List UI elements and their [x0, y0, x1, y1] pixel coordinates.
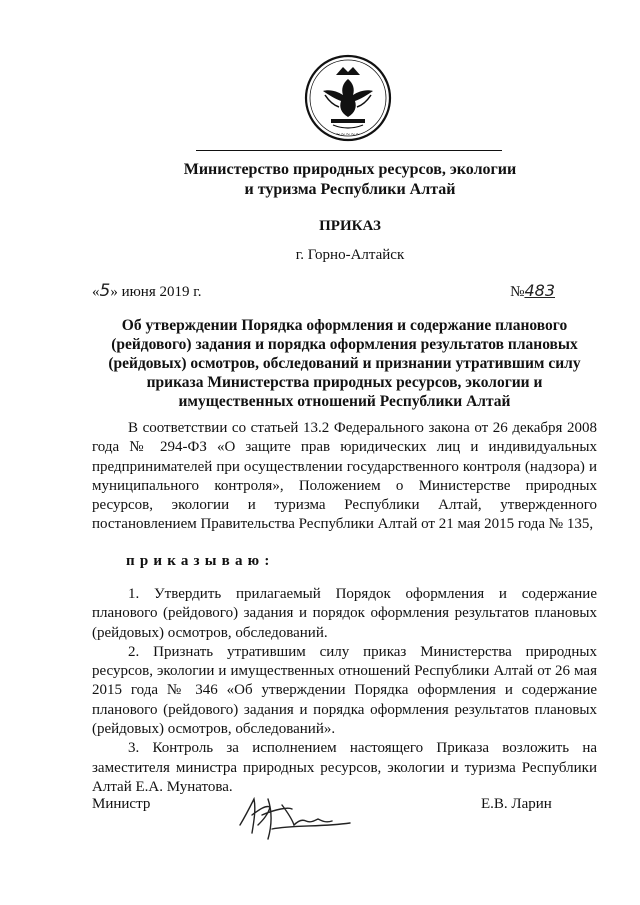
coat-of-arms-icon [303, 53, 393, 143]
handwritten-signature-icon [232, 785, 362, 845]
order-item-3: 3. Контроль за исполнением настоящего Приказа возложить на заместителя министра природных ресурсов, экологии и туризма Республики Алтай Е.А. Мунатова. [92, 740, 597, 795]
preamble-paragraph: В соответствии со статьей 13.2 Федерального закона от 26 декабря 2008 года № 294-ФЗ «О защите прав юридических лиц и индивидуальных предпринимателей при осуществлении государственного контроля (надзора) и муниципального контроля», Положением о Министерстве природных ресурсов, экологии и туризма Республики Алтай, утвержденного постановлением Правительства Республики Алтай от 21 мая 2015 года № 135, [92, 420, 597, 533]
ministry-name [150, 160, 550, 200]
document-city: г. Горно-Алтайск [295, 247, 405, 263]
signatory-role: Министр [92, 796, 151, 812]
header-divider [196, 150, 502, 151]
document-title: Об утверждении Порядка оформления и содержание планового (рейдового) задания и порядка оформления результатов плановых (рейдовых) осмотров, обследований и признании утратившим силу приказа Министерства природных ресурсов, экологии и имущественных отношений Республики Алтай [108, 317, 581, 410]
document-date [92, 281, 201, 301]
order-item-1: 1. Утвердить прилагаемый Порядок оформления и содержание планового (рейдового) задания и порядок оформления результатов плановых (рейдовых) осмотров, обследований. [92, 586, 597, 641]
date-day-handwritten: 5 [99, 281, 111, 301]
order-word: приказываю: [126, 553, 275, 569]
document-type: ПРИКАЗ [319, 218, 381, 234]
number-sign: № [510, 284, 525, 300]
signatory-name: Е.В. Ларин [481, 796, 552, 812]
ministry-name-line-1: Министерство природных ресурсов, экологии [183, 161, 517, 178]
date-rest: » июня 2019 г. [110, 284, 202, 300]
document-number [510, 281, 555, 301]
order-items [92, 585, 597, 797]
order-item-2: 2. Признать утратившим силу приказ Министерства природных ресурсов, экологии и имущественных отношений Республики Алтай от 26 мая 2015 года № 346 «Об утверждении Порядка оформления и содержание планового (рейдового) задания и порядка оформления результатов плановых (рейдовых) осмотров, обследований». [92, 643, 597, 738]
number-value-handwritten: 483 [524, 281, 555, 300]
svg-text:~~~~~: ~~~~~ [335, 131, 361, 138]
ministry-name-line-2: и туризма Республики Алтай [244, 181, 456, 198]
date-open-quote: « [92, 284, 100, 300]
